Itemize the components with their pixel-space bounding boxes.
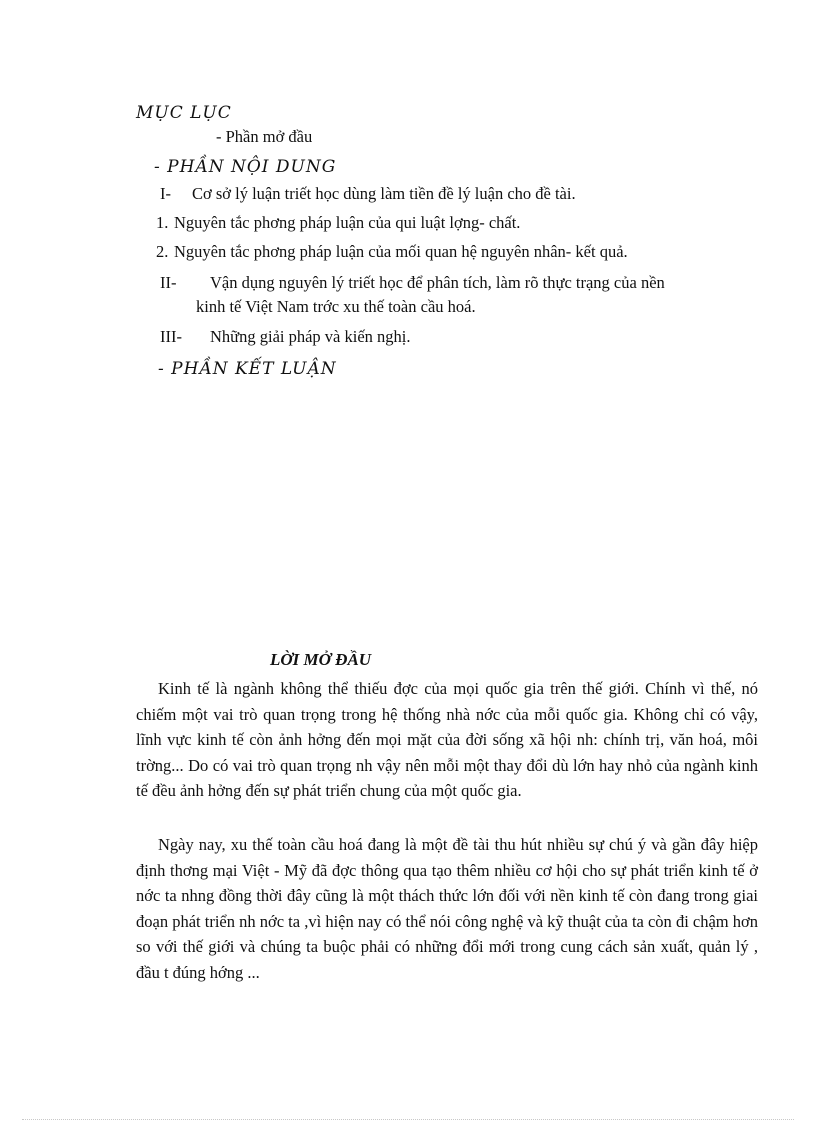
- toc-item-3-text: Nguyên tắc phơng pháp luận của mối quan hệ nguyên nhân- kết quả.: [174, 242, 628, 261]
- toc-item-5-text: Những giải pháp và kiến nghị.: [210, 327, 411, 346]
- toc-item-3-number: 2.: [156, 242, 169, 261]
- toc-title: MỤC LỤC: [136, 103, 232, 123]
- intro-paragraph-2: [136, 832, 758, 985]
- toc-item-4-text-line2: kinh tế Việt Nam trớc xu thế toàn cầu hoá.: [196, 297, 476, 316]
- page-bottom-divider: [22, 1119, 794, 1120]
- toc-item-4-number: II-: [160, 273, 177, 292]
- toc-item-1-text: Cơ sở lý luận triết học dùng làm tiền đề lý luận cho đề tài.: [192, 184, 576, 203]
- toc-conclusion-heading: - PHẦN KẾT LUẬN: [158, 359, 337, 379]
- toc-item-5-number: III-: [160, 327, 182, 346]
- intro-paragraph-2-text: Ngày nay, xu thế toàn cầu hoá đang là một đề tài thu hút nhiều sự chú ý và gần đây hiệp định thơng mại Việt - Mỹ đã đợc thông qua tạo thêm nhiều cơ hội cho sự phát triển kinh tế ở nớc ta nhng đồng thời đây cũng là một thách thức lớn đối với nền kinh tế còn đang trong giai đoạn phát triển nh nớc ta ,vì hiện nay có thể nói công nghệ và kỹ thuật của ta còn đi chậm hơn so với thế giới và chúng ta buộc phải có những đổi mới trong cung cách sản xuất, quản lý , đầu t đúng hớng ...: [136, 835, 758, 982]
- intro-title: LỜI MỞ ĐẦU: [270, 650, 372, 669]
- intro-paragraph-1: [136, 676, 758, 804]
- toc-intro-item: - Phần mở đầu: [216, 127, 313, 146]
- toc-item-4-text-line1: Vận dụng nguyên lý triết học để phân tích, làm rõ thực trạng của nền: [210, 273, 665, 292]
- toc-item-2-number: 1.: [156, 213, 169, 232]
- toc-item-1-number: I-: [160, 184, 171, 203]
- toc-item-2-text: Nguyên tắc phơng pháp luận của qui luật lợng- chất.: [174, 213, 521, 232]
- toc-content-heading: - PHẦN NỘI DUNG: [154, 157, 337, 177]
- intro-paragraph-1-text: Kinh tế là ngành không thể thiếu đợc của mọi quốc gia trên thế giới. Chính vì thế, nó chiếm một vai trò quan trọng trong hệ thống nhà nớc của mỗi quốc gia. Không chỉ có vậy, lĩnh vực kinh tế còn ảnh hởng đến mọi mặt của đời sống xã hội nh: chính trị, văn hoá, môi trờng... Do có vai trò quan trọng nh vậy nên mỗi một thay đổi dù lớn hay nhỏ của ngành kinh tế đều ảnh hởng đến sự phát triển chung của một quốc gia.: [136, 679, 758, 800]
